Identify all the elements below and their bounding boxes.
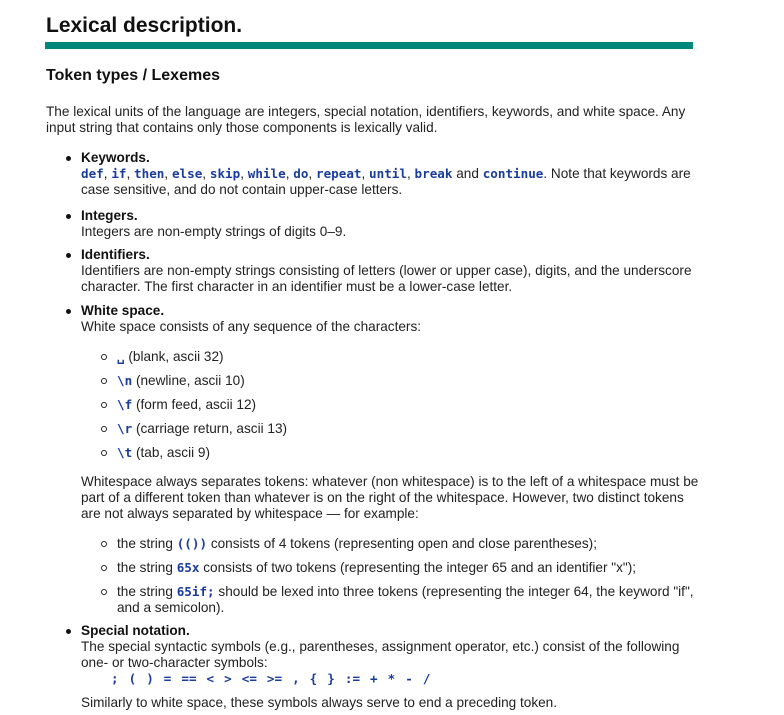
symbol: = xyxy=(163,671,172,686)
keyword: else xyxy=(171,166,203,181)
example-post: consists of 4 tokens (representing open and close parentheses); xyxy=(210,536,597,551)
whitespace-char xyxy=(81,445,706,461)
keywords-and: and xyxy=(456,166,479,181)
whitespace-examples-list xyxy=(81,536,706,616)
section-title: Token types / Lexemes xyxy=(46,67,220,84)
special-notation-item xyxy=(46,623,706,711)
example-code: 65x xyxy=(176,560,200,575)
keywords-note: . Note that keywords are case sensitive, and do not contain upper-case letters. xyxy=(81,166,691,197)
char-desc: (blank, ascii 32) xyxy=(128,349,224,364)
keywords-term: Keywords. xyxy=(81,150,150,165)
symbol: > xyxy=(224,671,232,686)
symbol: { xyxy=(309,671,318,686)
keyword: def xyxy=(81,166,104,181)
example-item xyxy=(81,536,706,552)
char-code: \r xyxy=(117,421,133,436)
char-code: \t xyxy=(117,445,133,460)
keywords-item xyxy=(46,150,706,198)
keyword: while xyxy=(247,166,286,181)
keyword: skip xyxy=(209,166,241,181)
page-title: Lexical description. xyxy=(46,14,243,37)
symbol: := xyxy=(344,671,361,686)
symbol: ; xyxy=(111,671,119,686)
title-divider xyxy=(45,42,693,49)
symbol: / xyxy=(422,671,431,686)
example-pre: the string xyxy=(117,560,173,575)
keywords-desc: def, if, then, else, skip, while, do, repeat, until, break and continue. Note that keywords are case sensitive, and do not contain upper-case letters. xyxy=(81,166,691,197)
special-closing: Similarly to white space, these symbols always serve to end a preceding token. xyxy=(81,695,558,710)
whitespace-separation: Whitespace always separates tokens: whatever (non whitespace) is to the left of a whitespace must be part of a different token than whatever is on the right of the whitespace. However, two distinct tokens are not always separated by whitespace — for example: xyxy=(81,474,699,521)
symbol-list xyxy=(81,671,706,687)
char-desc: (form feed, ascii 12) xyxy=(135,397,257,412)
symbol: < xyxy=(206,671,215,686)
char-desc: (newline, ascii 10) xyxy=(135,373,245,388)
symbol: ) xyxy=(146,671,154,686)
keyword: if xyxy=(111,166,127,181)
whitespace-desc: White space consists of any sequence of the characters: xyxy=(81,319,422,334)
example-pre: the string xyxy=(117,584,173,599)
whitespace-item xyxy=(46,303,706,616)
symbol: - xyxy=(405,671,413,686)
whitespace-chars-list xyxy=(81,349,706,461)
integers-item xyxy=(46,208,706,240)
symbol: * xyxy=(387,671,396,686)
char-code: \n xyxy=(117,373,133,388)
whitespace-char xyxy=(81,421,706,437)
example-item xyxy=(81,560,706,576)
example-pre: the string xyxy=(117,536,173,551)
integers-term: Integers. xyxy=(81,208,138,223)
symbol: >= xyxy=(266,671,283,686)
keyword: do xyxy=(293,166,309,181)
char-desc: (carriage return, ascii 13) xyxy=(135,421,288,436)
identifiers-item xyxy=(46,247,706,295)
example-post: should be lexed into three tokens (representing the integer 64, the keyword "if", and a semicolon). xyxy=(117,584,694,615)
example-item xyxy=(81,584,706,616)
whitespace-char xyxy=(81,373,706,389)
char-desc: (tab, ascii 9) xyxy=(135,445,210,460)
symbol: , xyxy=(292,671,300,686)
whitespace-term: White space. xyxy=(81,303,165,318)
keyword: continue xyxy=(482,166,544,181)
special-term: Special notation. xyxy=(81,623,190,638)
char-code: \f xyxy=(117,397,133,412)
example-post: consists of two tokens (representing the integer 65 and an identifier "x"); xyxy=(203,560,637,575)
identifiers-desc: Identifiers are non-empty strings consisting of letters (lower or upper case), digits, and the underscore character. The first character in an identifier must be a lower-case letter. xyxy=(81,263,692,294)
token-type-list xyxy=(46,150,706,711)
symbol: } xyxy=(327,671,335,686)
keyword: break xyxy=(414,166,453,181)
identifiers-term: Identifiers. xyxy=(81,247,150,262)
symbol: + xyxy=(370,671,378,686)
keyword: until xyxy=(369,166,407,181)
whitespace-char xyxy=(81,397,706,413)
example-code: 65if; xyxy=(176,584,215,599)
whitespace-char xyxy=(81,349,706,365)
symbol: == xyxy=(181,671,197,686)
keyword: then xyxy=(134,166,165,181)
symbol: <= xyxy=(241,671,257,686)
symbol: ( xyxy=(128,671,137,686)
special-desc: The special syntactic symbols (e.g., parentheses, assignment operator, etc.) consist of the following one- or two-character symbols: xyxy=(81,639,680,670)
integers-desc: Integers are non-empty strings of digits 0–9. xyxy=(81,224,347,239)
example-code: (()) xyxy=(176,536,208,551)
keyword: repeat xyxy=(315,166,362,181)
char-code: ␣ xyxy=(117,349,125,364)
intro-paragraph: The lexical units of the language are integers, special notation, identifiers, keywords, and white space. Any input string that contains only those components is lexically valid. xyxy=(46,104,686,135)
